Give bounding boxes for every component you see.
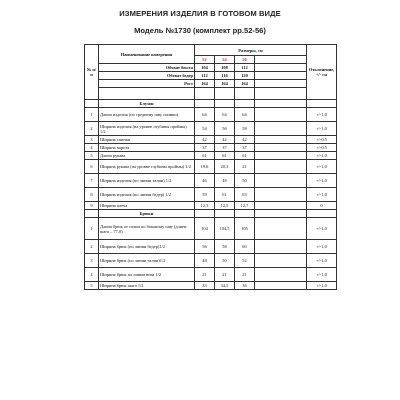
col-name-header: Наименование измерения bbox=[99, 45, 195, 64]
measurement-value: 61 bbox=[235, 152, 255, 160]
row-number: 5 bbox=[85, 152, 99, 160]
measurement-value: 21 bbox=[195, 268, 215, 282]
table-row bbox=[85, 174, 337, 188]
measurement-name: Ширина спинки bbox=[99, 136, 195, 144]
measurement-value: 37 bbox=[195, 144, 215, 152]
row-number: 1 bbox=[85, 108, 99, 122]
row-number: 9 bbox=[85, 202, 99, 210]
body-value: 164 bbox=[235, 80, 255, 88]
tolerance-value: +/-1,0 bbox=[307, 254, 337, 268]
measurement-value: 105 bbox=[235, 218, 255, 240]
measurement-value: 58 bbox=[235, 122, 255, 136]
tolerance-value: +/-1,0 bbox=[307, 122, 337, 136]
table-row bbox=[85, 144, 337, 152]
measurement-value: 59 bbox=[195, 188, 215, 202]
row-number: 8 bbox=[85, 188, 99, 202]
measurement-value: 56 bbox=[195, 240, 215, 254]
measurement-value: 54 bbox=[195, 122, 215, 136]
col-tolerance-header: Отклонение, +/- см bbox=[307, 45, 337, 100]
measurement-value: 104 bbox=[195, 218, 215, 240]
measurement-value: 63 bbox=[235, 188, 255, 202]
row-number: 4 bbox=[85, 268, 99, 282]
table-row bbox=[85, 160, 337, 174]
section-row bbox=[85, 100, 337, 108]
table-row bbox=[85, 202, 337, 210]
measurement-name: Ширина изделия (по линии талии) 1/2 bbox=[99, 174, 195, 188]
measurement-name: Ширина изделия (на уровне глубины проймы) 1/2 bbox=[99, 122, 195, 136]
measurement-value: 64 bbox=[215, 108, 235, 122]
col-num-header: № п/п bbox=[85, 45, 99, 100]
tolerance-value: +/-1,0 bbox=[307, 240, 337, 254]
measurement-value: 58 bbox=[215, 240, 235, 254]
table-row bbox=[85, 122, 337, 136]
row-number: 2 bbox=[85, 122, 99, 136]
body-row-height bbox=[85, 80, 337, 88]
tolerance-value: +/-1,0 bbox=[307, 188, 337, 202]
body-row-bust bbox=[85, 64, 337, 72]
document-title: ИЗМЕРЕНИЯ ИЗДЕЛИЯ В ГОТОВОМ ВИДЕ bbox=[119, 9, 281, 18]
col-sizes-header: Размеры, см bbox=[195, 45, 307, 56]
measurement-value: 104,5 bbox=[215, 218, 235, 240]
row-number: 7 bbox=[85, 174, 99, 188]
measurement-name: Ширина изделия (по линии бедер) 1/2 bbox=[99, 188, 195, 202]
measurement-name: Длина рукава bbox=[99, 152, 195, 160]
tolerance-value: 0 bbox=[307, 202, 337, 210]
measurement-value: 64 bbox=[235, 108, 255, 122]
body-value: 112 bbox=[195, 72, 215, 80]
measurement-value: 34,5 bbox=[215, 282, 235, 290]
row-number: 2 bbox=[85, 240, 99, 254]
table-row bbox=[85, 152, 337, 160]
section-title-blouse: Блузон bbox=[99, 100, 195, 108]
tolerance-value: +/-0,5 bbox=[307, 144, 337, 152]
measurement-value: 48 bbox=[215, 174, 235, 188]
tolerance-value: +/-1,0 bbox=[307, 160, 337, 174]
body-value: 164 bbox=[215, 80, 235, 88]
table-row bbox=[85, 268, 337, 282]
measurement-value: 36 bbox=[235, 282, 255, 290]
size-54: 54 bbox=[215, 56, 235, 64]
measurement-value: 50 bbox=[235, 174, 255, 188]
table-row bbox=[85, 254, 337, 268]
row-number: 6 bbox=[85, 160, 99, 174]
measurement-value: 48 bbox=[195, 254, 215, 268]
model-title: Модель №1730 (комплект рр.52-56) bbox=[134, 26, 266, 35]
measurement-value: 37 bbox=[215, 144, 235, 152]
tolerance-value: +/-1,0 bbox=[307, 282, 337, 290]
body-value: 104 bbox=[195, 64, 215, 72]
table-row bbox=[85, 240, 337, 254]
tolerance-value: +/-1,0 bbox=[307, 218, 337, 240]
measurement-value: 33 bbox=[195, 282, 215, 290]
size-56: 56 bbox=[235, 56, 255, 64]
body-row-hips bbox=[85, 72, 337, 80]
body-label: Рост bbox=[99, 80, 195, 88]
table-row bbox=[85, 136, 337, 144]
measurement-name: Ширина плеча bbox=[99, 202, 195, 210]
measurement-value: 21 bbox=[235, 268, 255, 282]
tolerance-value: +/-1,0 bbox=[307, 268, 337, 282]
row-number: 3 bbox=[85, 136, 99, 144]
measurement-name: Ширина брюк (по линии талии)1/2 bbox=[99, 254, 195, 268]
section-title-pants: Брюки bbox=[99, 210, 195, 218]
measurement-value: 42 bbox=[195, 136, 215, 144]
measurement-value: 61 bbox=[195, 152, 215, 160]
header-row bbox=[85, 45, 337, 56]
measurement-name: Длина брюк от талии по боковому шву (длина шага – 77,0) bbox=[99, 218, 195, 240]
measurement-value: 12,5 bbox=[195, 202, 215, 210]
body-value: 120 bbox=[235, 72, 255, 80]
body-label: Обхват бедер bbox=[99, 72, 195, 80]
table-row bbox=[85, 188, 337, 202]
tolerance-value: +/-0,5 bbox=[307, 136, 337, 144]
size-52: 52 bbox=[195, 56, 215, 64]
measurement-name: Ширина брюк (по линии бедер)1/2 bbox=[99, 240, 195, 254]
measurement-value: 61 bbox=[215, 152, 235, 160]
measurement-value: 64 bbox=[195, 108, 215, 122]
measurement-value: 42 bbox=[215, 136, 235, 144]
measurement-value: 52 bbox=[235, 254, 255, 268]
measurement-value: 46 bbox=[195, 174, 215, 188]
measurement-name: Длина изделия (по среднему шву спинки) bbox=[99, 108, 195, 122]
tolerance-value: +/-1,0 bbox=[307, 108, 337, 122]
measurement-value: 61 bbox=[215, 188, 235, 202]
measurement-name: Ширина брюк по линии низа 1/2 bbox=[99, 268, 195, 282]
row-number: 4 bbox=[85, 144, 99, 152]
body-label: Обхват бюста bbox=[99, 64, 195, 72]
row-number: 3 bbox=[85, 254, 99, 268]
table-row bbox=[85, 282, 337, 290]
measurement-value: 20,3 bbox=[215, 160, 235, 174]
measurement-value: 42 bbox=[235, 136, 255, 144]
measurement-value: 21 bbox=[235, 160, 255, 174]
body-value: 108 bbox=[215, 64, 235, 72]
measurement-name: Ширина ворота bbox=[99, 144, 195, 152]
measurement-value: 21 bbox=[215, 268, 235, 282]
body-value: 164 bbox=[195, 80, 215, 88]
tolerance-value: +/-1,0 bbox=[307, 152, 337, 160]
spacer-row bbox=[85, 88, 337, 100]
measurement-value: 60 bbox=[235, 240, 255, 254]
tolerance-value: +/-1,0 bbox=[307, 174, 337, 188]
measurement-value: 50 bbox=[215, 254, 235, 268]
table-row bbox=[85, 108, 337, 122]
body-value: 116 bbox=[215, 72, 235, 80]
measurement-value: 12,7 bbox=[235, 202, 255, 210]
section-row bbox=[85, 210, 337, 218]
table-row bbox=[85, 218, 337, 240]
measurement-value: 56 bbox=[215, 122, 235, 136]
measurement-value: 19,6 bbox=[195, 160, 215, 174]
row-number: 5 bbox=[85, 282, 99, 290]
measurement-name: Ширина брюк шага 1/2 bbox=[99, 282, 195, 290]
measurements-table bbox=[84, 44, 337, 290]
body-value: 112 bbox=[235, 64, 255, 72]
measurement-value: 37 bbox=[235, 144, 255, 152]
row-number: 1 bbox=[85, 218, 99, 240]
measurement-value: 12,5 bbox=[215, 202, 235, 210]
measurement-name: Ширина рукава (на уровне глубины проймы) 1/2 bbox=[99, 160, 195, 174]
